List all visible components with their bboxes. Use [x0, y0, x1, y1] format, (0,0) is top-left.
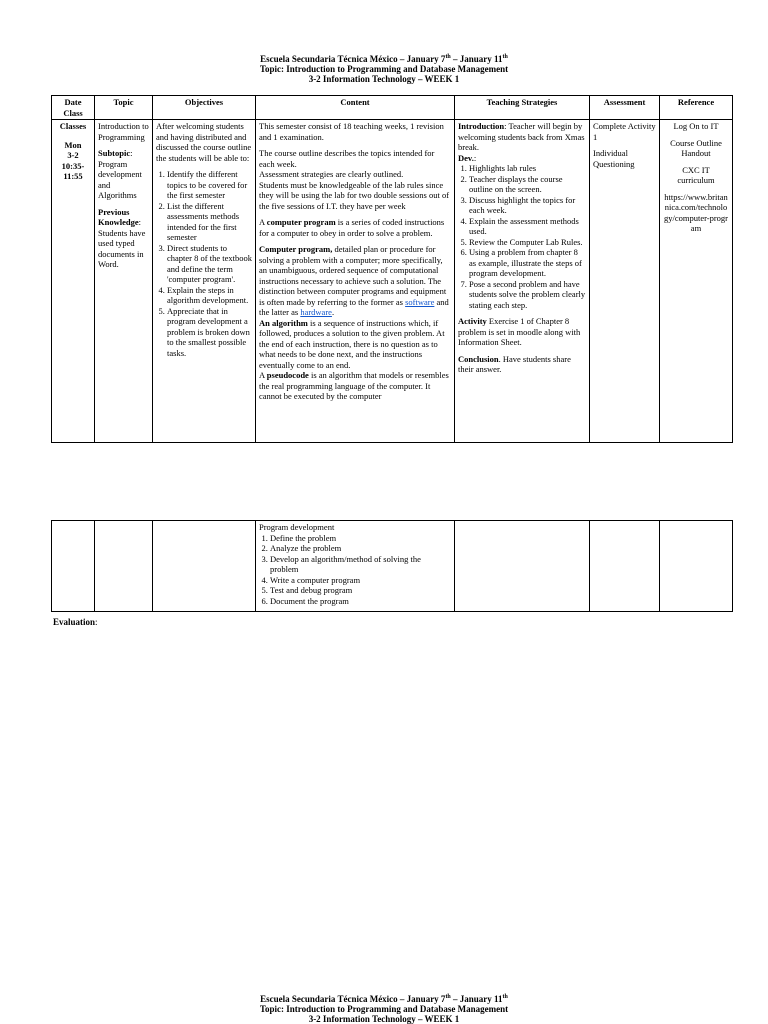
school-name: Escuela Secundaria Técnica México – January 7: [260, 54, 446, 64]
col-header-reference: Reference: [660, 96, 733, 120]
list-item: 2. Analyze the problem: [270, 543, 451, 554]
text-run: is a series of coded instructions for a computer to obey in order to solve a problem.: [259, 217, 445, 238]
table-header-row: [52, 96, 733, 120]
empty-cell: [95, 521, 153, 612]
introduction-label: Introduction: [458, 121, 505, 131]
objectives-cell: [153, 120, 256, 443]
date-suffix: th: [502, 994, 508, 1000]
activity-label: Activity: [458, 316, 487, 326]
list-item: 3. Develop an algorithm/method of solving the problem: [270, 554, 451, 575]
list-item: 7. Pose a second problem and have students solve the problem clearly stating each step.: [469, 279, 586, 311]
topic-title: Introduction to Programming: [98, 121, 149, 142]
objectives-intro: After welcoming students and having distributed and discussed the course outline the students will be able to:: [156, 121, 252, 163]
date-suffix: th: [502, 54, 508, 60]
reference-item: Log On to IT: [673, 121, 719, 131]
school-title-line: [0, 994, 768, 1004]
page-header: [0, 54, 768, 84]
class-week-line: 3-2 Information Technology – WEEK 1: [308, 74, 460, 84]
teaching-strategies-cell: [455, 120, 590, 443]
reference-item: Course Outline Handout: [670, 137, 722, 158]
date-class-cell: [52, 120, 95, 443]
table-row: [52, 120, 733, 443]
continuation-table: [51, 520, 733, 612]
program-development-steps: [259, 533, 451, 607]
lesson-plan-table: [51, 95, 733, 443]
date-end: – January 11: [450, 54, 503, 64]
hardware-link[interactable]: hardware: [300, 307, 332, 317]
list-item: 6. Document the program: [270, 596, 451, 607]
activity-text: [458, 316, 586, 348]
empty-cell: [153, 521, 256, 612]
assessment-item: Complete Activity 1: [593, 121, 656, 142]
content-paragraph: Students must be knowledgeable of the lab rules since they will be using the lab for two double sessions out of the five sessions of I.T. they have per week: [259, 179, 450, 211]
list-item: 4. Explain the assessment methods used.: [469, 216, 586, 237]
table-row: [52, 521, 733, 612]
text-run: . Have students share their answer.: [458, 353, 571, 374]
program-development-cell: [256, 521, 455, 612]
development-label: Dev.: [458, 152, 474, 163]
date-suffix: th: [445, 994, 451, 1000]
term-algorithm: An algorithm: [259, 317, 308, 328]
col-header-assessment: Assessment: [590, 96, 660, 120]
list-item: 2. List the different assessments methods intended for the first semester: [167, 201, 252, 243]
school-title-line: [0, 54, 768, 64]
list-item: 5. Test and debug program: [270, 585, 451, 596]
text-run: A: [259, 217, 267, 227]
text-run: and the latter as: [259, 296, 449, 317]
classes-label: Classes: [59, 121, 87, 131]
computer-program-detail: [259, 244, 451, 318]
content-cell: [256, 120, 455, 443]
list-item: 1. Identify the different topics to be covered for the first semester: [167, 169, 252, 201]
text-run: .: [331, 307, 335, 317]
reference-item: CXC IT curriculum: [677, 164, 715, 185]
list-item: 1. Define the problem: [270, 533, 451, 544]
term-computer-program-alt: Computer program,: [259, 244, 333, 254]
subtopic-text: Program development and Algorithms: [98, 158, 142, 200]
objectives-list: [156, 169, 252, 358]
list-item: 5. Review the Computer Lab Rules.: [469, 237, 586, 248]
content-paragraph: This semester consist of 18 teaching weeks, 1 revision and 1 examination.: [259, 121, 444, 142]
col-header-teaching-strategies: Teaching Strategies: [455, 96, 590, 120]
reference-url[interactable]: https://www.britannica.com/technology/computer-program: [663, 191, 729, 233]
term-computer-program: computer program: [266, 217, 336, 227]
text-run: is an algorithm that models or resembles the real programming language of the computer. It cannot be executed by the computer: [259, 370, 449, 401]
topic-cell: Introduction to Programming Subtopic: Program development and Algorithms Previous Knowledge: Students have used typed documents in Word.: [95, 120, 153, 443]
conclusion-text: [458, 354, 586, 375]
col-header-content: Content: [256, 96, 455, 120]
assessment-cell: [590, 120, 660, 443]
list-item: 2. Teacher displays the course outline on the screen.: [469, 174, 586, 195]
day-label: Mon: [64, 139, 82, 150]
term-pseudocode: pseudocode: [266, 370, 309, 380]
list-item: 3. Direct students to chapter 8 of the textbook and define the term 'computer program'.: [167, 243, 252, 285]
date-end: – January 11: [450, 994, 503, 1004]
topic-line: Topic: Introduction to Programming and Database Management: [259, 64, 509, 74]
date-suffix: th: [445, 54, 451, 60]
list-item: 4. Explain the steps in algorithm development.: [167, 285, 252, 306]
school-name: Escuela Secundaria Técnica México – January 7: [260, 994, 446, 1004]
class-week-line: 3-2 Information Technology – WEEK 1: [308, 1014, 460, 1024]
subtopic-label: Subtopic: [98, 148, 131, 158]
previous-knowledge-text: Students have used typed documents in Word.: [98, 227, 146, 269]
list-item: 5. Appreciate that in program development a problem is broken down to the smallest possible tasks.: [167, 306, 252, 359]
text-run: A: [259, 370, 267, 380]
list-item: 6. Using a problem from chapter 8 as example, illustrate the steps of program development.: [469, 247, 586, 279]
text-run: Exercise 1 of Chapter 8 problem is set in moodle along with Information Sheet.: [458, 316, 581, 347]
col-header-objectives: Objectives: [153, 96, 256, 120]
next-page-header: [0, 994, 768, 1024]
previous-knowledge-label: Previous Knowledge: [98, 206, 139, 227]
col-header-date-class: Date Class: [52, 96, 95, 120]
col-header-topic: Topic: [95, 96, 153, 120]
reference-cell: [660, 120, 733, 443]
algorithm-definition: [259, 318, 451, 371]
program-development-title: Program development: [259, 522, 335, 532]
list-item: 3. Discuss highlight the topics for each week.: [469, 195, 586, 216]
empty-cell: [455, 521, 590, 612]
software-link[interactable]: software: [405, 296, 435, 307]
introduction-text: [458, 121, 586, 153]
evaluation-label: [53, 617, 98, 627]
text-run: :: [473, 152, 477, 163]
development-steps-list: [458, 163, 586, 310]
empty-cell: [660, 521, 733, 612]
evaluation-heading: Evaluation: [53, 617, 96, 627]
content-paragraph: Assessment strategies are clearly outlined.: [259, 169, 404, 179]
class-label: 3-2: [67, 150, 79, 160]
content-paragraph: The course outline describes the topics intended for each week.: [259, 148, 435, 169]
text-run: is a sequence of instructions which, if followed, produces a solution to the given problem. At the end of each instruction, there is no question as to what needs to be done next, and the instructions eventually come to an end.: [259, 317, 445, 370]
conclusion-label: Conclusion: [458, 353, 499, 364]
time-start: 10:35-: [61, 160, 85, 171]
text-run: detailed plan or procedure for solving a problem with a computer; more specifically, an unambiguous, ordered sequence of computational instructions necessary to achieve such a solution. The distinction between computer programs and equipment is often made by referring to the former as: [259, 244, 447, 307]
pseudocode-definition: [259, 370, 451, 402]
computer-program-definition: [259, 217, 451, 238]
empty-cell: [52, 521, 95, 612]
empty-cell: [590, 521, 660, 612]
topic-line: Topic: Introduction to Programming and Database Management: [259, 1004, 509, 1014]
list-item: 4. Write a computer program: [270, 575, 451, 586]
time-end: 11:55: [63, 171, 83, 181]
text-run: : Teacher will begin by welcoming students back from Xmas break.: [458, 121, 585, 152]
assessment-item: Individual Questioning: [593, 148, 635, 169]
text-run: :: [95, 617, 98, 627]
list-item: 1. Highlights lab rules: [469, 163, 586, 174]
